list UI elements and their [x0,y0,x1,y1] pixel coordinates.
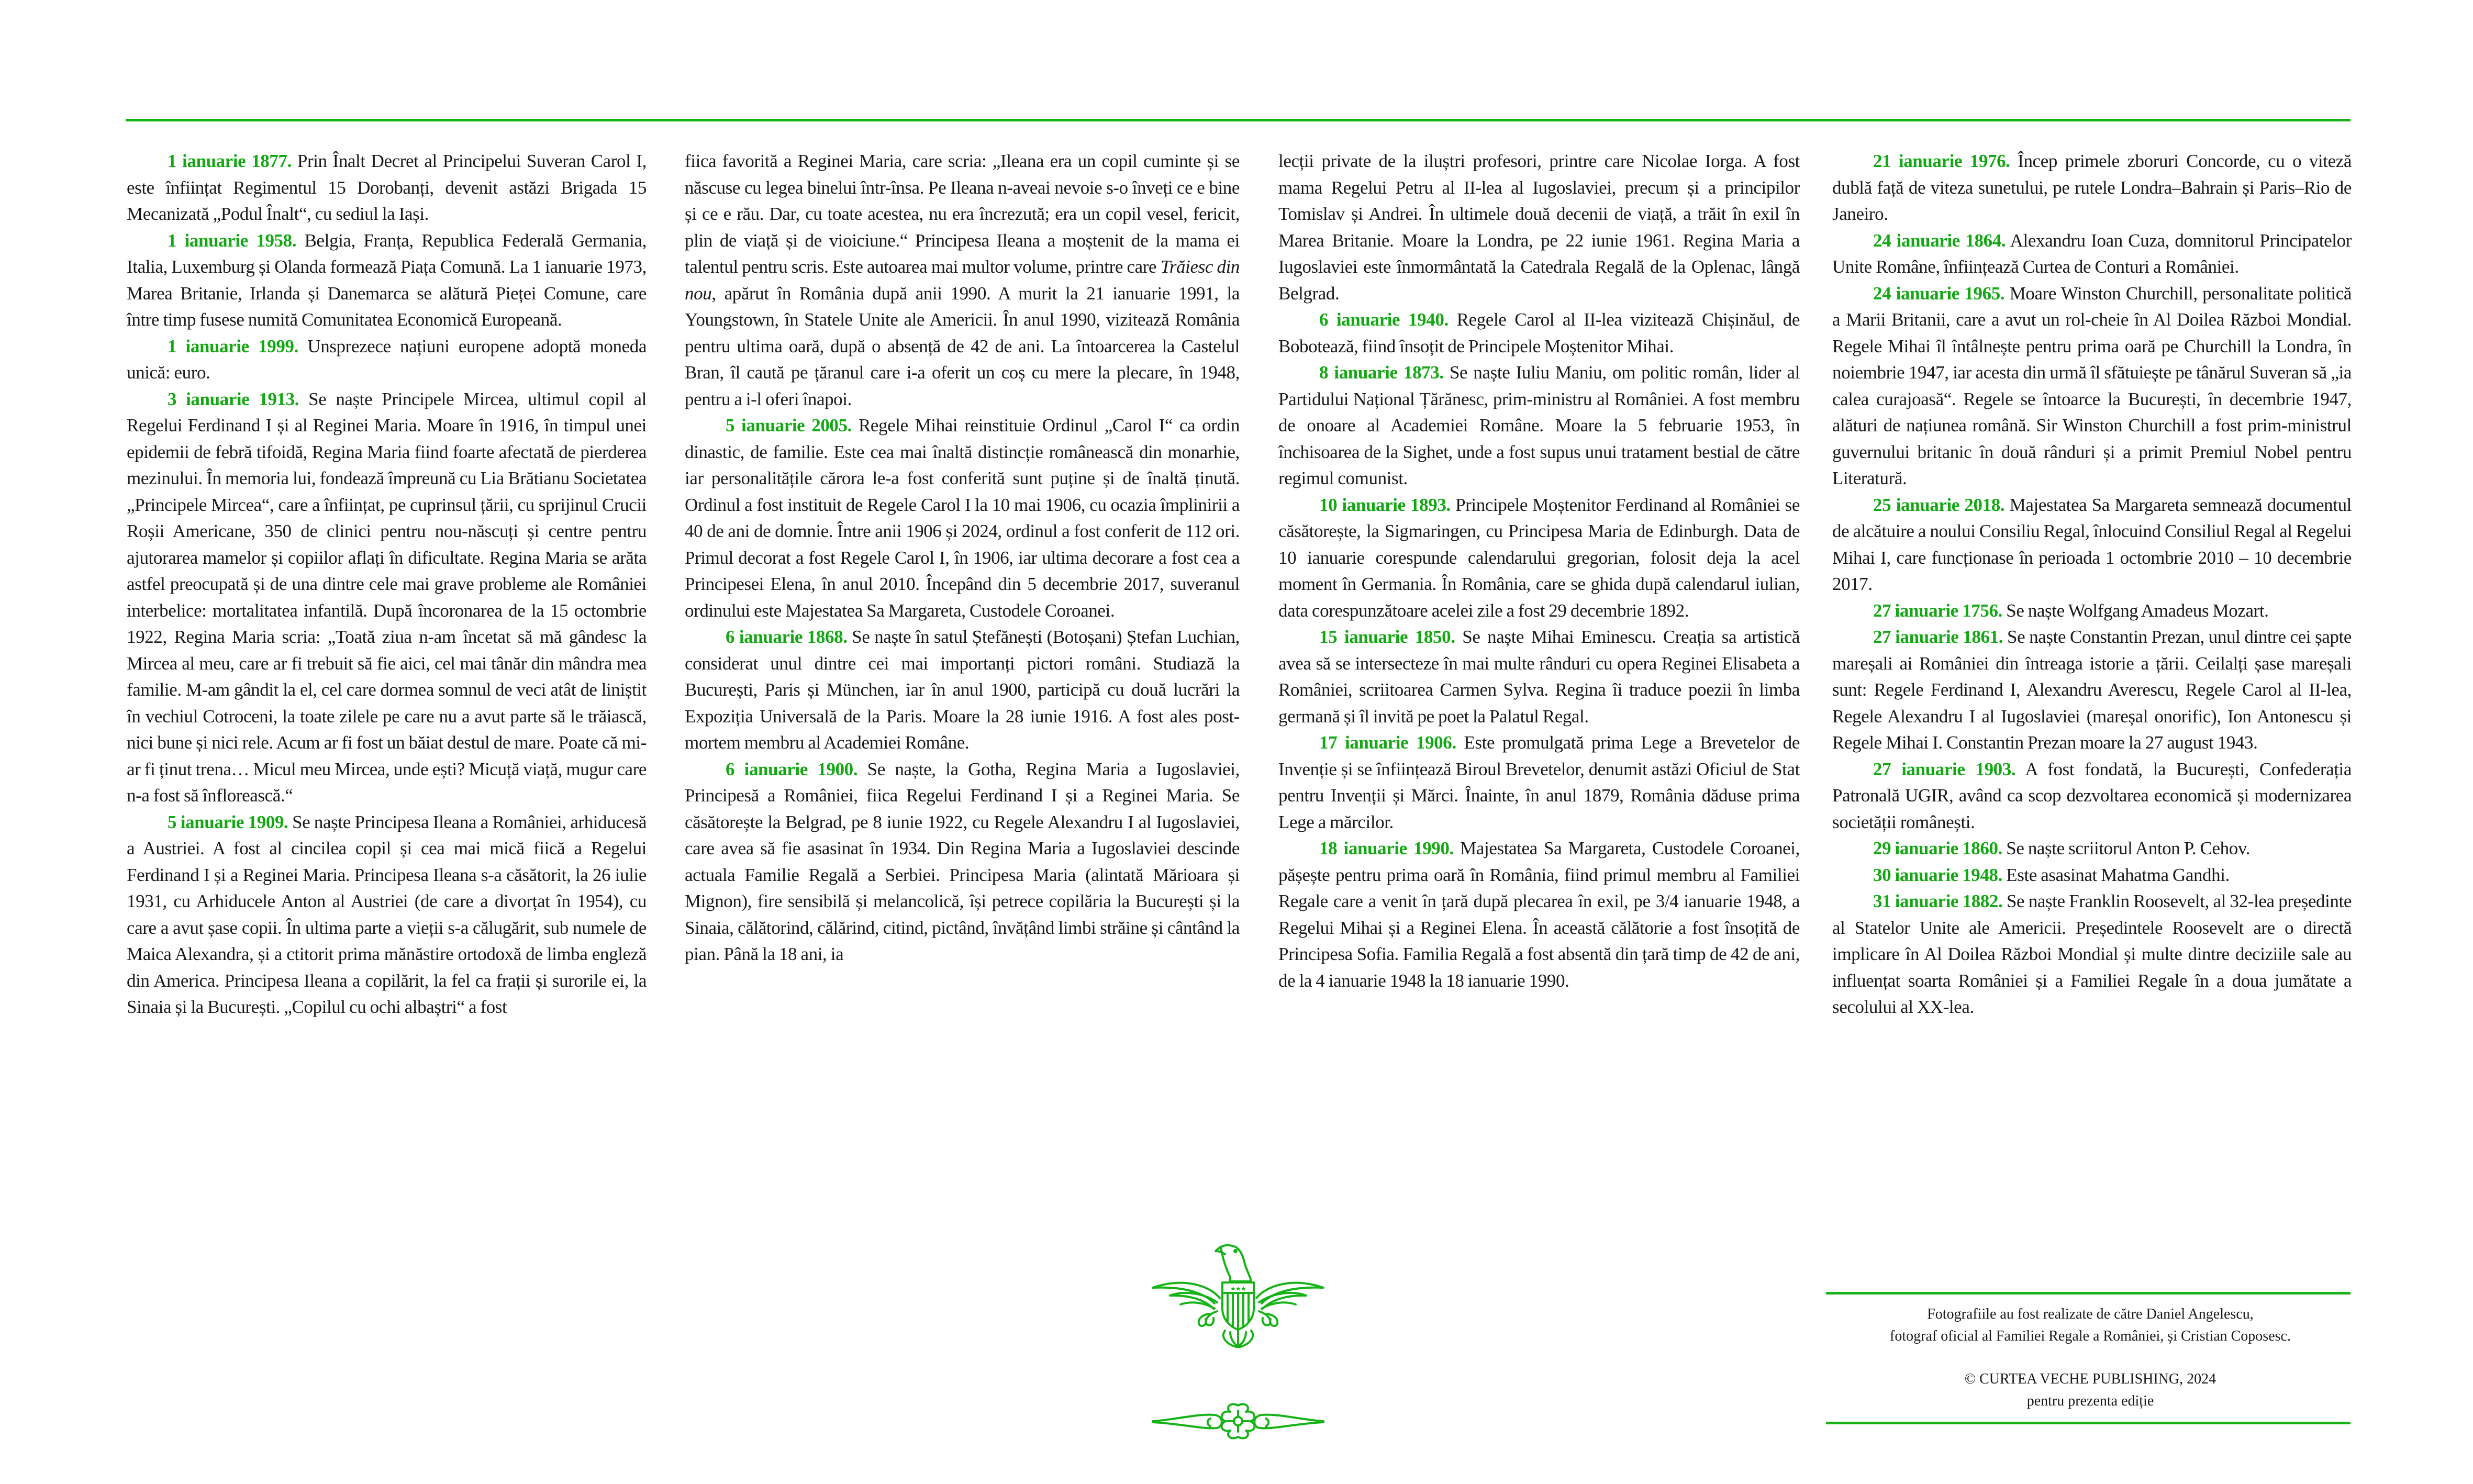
entry [1832,281,2352,492]
entry-text: Regele Mihai reinstituie Ordinul „Carol I“ ca ordin dinastic, de familie. Este cea mai înaltă distincție românească din monarhie, iar personalitățile cărora le-a fost conferită sunt puține și de înaltă ținută. Ordinul a fost instituit de Regele Carol I la 10 mai 1906, cu ocazia împlinirii a 40 de ani de domnie. Între anii 1906 și 2024, ordinul a fost conferit de 112 ori. Primul decorat a fost Regele Carol I, în 1906, iar ultima decorare a fost cea a Principesei Elena, în anul 2010. Începând din 5 decembrie 2017, suveranul ordinului este Majestatea Sa Margareta, Custodele Coroanei. [685,415,1240,621]
entry-date: 29 ianuarie 1860. [1873,838,2002,858]
book-title: Trăiesc din nou [685,256,1240,304]
credits-block [1826,1303,2355,1412]
entry-date: 21 ianuarie 1976. [1873,151,2010,171]
entry-text: Alexandru Ioan Cuza, domnitorul Principatelor Unite Române, înființează Curtea de Conturi a României. [1832,230,2352,277]
entry [685,624,1240,756]
entry-continuation [685,148,1240,412]
entry-text: Se naște Mihai Eminescu. Creația sa artistică avea să se intersecteze în mai multe rânduri cu opera Reginei Elisabeta a României, scriitoarea Carmen Sylva. Regina îi traduce poezii în limba germană și îl invită pe poet la Palatul Regal. [1278,627,1800,727]
copyright-line: © CURTEA VECHE PUBLISHING, 2024 [1964,1371,2216,1387]
entry [1832,835,2352,862]
entry-text: Moare Winston Churchill, personalitate politică a Marii Britanii, care a avut un rol-cheie în Al Doilea Război Mondial. Regele Mihai îl întâlnește pentru prima oară pe Churchill la Londra, în noiembrie 1947, iar acesta din urmă îl sfătuiește pe tânărul Suveran să „ia calea curajoasă“. Regele se întoarce la București, în decembrie 1947, alături de națiunea română. Sir Winston Churchill a fost prim-ministrul guvernului britanic în două rânduri și a primit Premiul Nobel pentru Literatură. [1832,283,2352,488]
entry-text: Se naște Wolfgang Amadeus Mozart. [2006,600,2269,621]
entry-date: 31 ianuarie 1882. [1873,891,2003,911]
entry-date: 24 ianuarie 1965. [1873,283,2005,304]
entry [1278,835,1800,994]
entry [685,756,1240,968]
entry [1278,307,1800,360]
entry [127,386,647,809]
entry [1832,862,2352,889]
entry-date: 27 ianuarie 1903. [1873,758,2016,779]
entry-text: Se naște Principele Mircea, ultimul copil al Regelui Ferdinand I și al Reginei Maria. Moare în 1916, în timpul unei epidemii de febră tifoidă, Regina Maria fiind foarte afectată de pierderea mezinului. În memoria lui, fondează împreună cu Lia Brătianu Societatea „Principele Mircea“, care a înființat, pe cuprinsul țării, cu sprijinul Crucii Roșii Americane, 350 de clinici pentru nou-născuți și centre pentru ajutorarea mamelor și copiilor aflați în dificultate. Regina Maria se arăta astfel preocupată și de una dintre cele mai grave probleme ale României interbelice: mortalitatea infantilă. După încoronarea de la 15 octombrie 1922, Regina Maria scria: „Toată ziua n-am încetat să mă gândesc la Mircea al meu, care ar fi trebuit să fie aici, cel mai tânăr din mândra mea familie. M-am gândit la el, cel care dormea somnul de veci atât de liniștit în vechiul Cotroceni, la toate zilele pe care nu a avut parte să le trăiască, nici bune și nici rele. Acum ar fi fost un băiat destul de mare. Poate că mi-ar fi ținut trena… Micul meu Mircea, unde ești? Micuță viață, mugur care n-a fost să înflorească.“ [127,388,647,806]
entry-text: Este asasinat Mahatma Gandhi. [2006,864,2230,885]
entry [1278,624,1800,730]
entry-text: Este promulgată prima Lege a Brevetelor de Invenție și se înființează Biroul Brevetelor, denumit astăzi Oficiul de Stat pentru Invenții și Mărci. Înainte, în anul 1879, România dăduse prima Lege a mărcilor. [1278,732,1800,832]
entry-date: 18 ianuarie 1990. [1319,838,1454,858]
entry-date: 1 ianuarie 1999. [168,336,298,356]
entry [1278,492,1800,624]
entry-text: Se naște Constantin Prezan, unul dintre cei șapte mareșali ai României din întreaga istorie a țării. Ceilalți șase mareșali sunt: Regele Ferdinand I, Alexandru Averescu, Regele Carol al II-lea, Regele Alexandru I al Iugoslaviei (mareșal onorific), Ion Antonescu și Regele Mihai I. Constantin Prezan moare la 27 august 1943. [1832,627,2352,753]
entry [1832,624,2352,756]
entry [127,809,647,1021]
entry-date: 3 ianuarie 1913. [168,388,299,409]
column-4 [1832,148,2352,1021]
credits-bottom-rule [1826,1422,2351,1424]
continuation-text: , apărut în România după anii 1990. A murit la 21 ianuarie 1991, la Youngstown, în Statele Unite ale Americii. În anul 1990, vizitează România pentru ultima oară, după o absență de 42 de ani. La întoarcerea la Castelul Bran, îl caută pe țăranul care i-a oferit un coș cu mere la plecare, în 1948, pentru a i-l oferi înapoi. [685,283,1240,409]
edition-line: pentru prezenta ediție [2026,1393,2154,1409]
entry [127,333,647,386]
continuation-text: lecții private de la iluștri profesori, printre care Nicolae Iorga. A fost mama Regelui Petru al II-lea al Iugoslaviei, precum și a principilor Tomislav și Andrei. În ultimele două decenii de viață, a trăit în exil în Marea Britanie. Moare la Londra, pe 22 iunie 1961. Regina Maria a Iugoslaviei este înmormântată la Catedrala Regală de la Oplenac, lângă Belgrad. [1278,151,1800,304]
entry-date: 6 ianuarie 1868. [726,627,848,647]
entry [127,228,647,333]
entry-text: Se naște Franklin Roosevelt, al 32-lea președinte al Statelor Unite ale Americii. Președintele Roosevelt are o directă implicare în Al Doilea Război Mondial și multe dintre deciziile sale au influențat soarta României și a Familiei Regale în a doua jumătate a secolului al XX-lea. [1832,891,2352,1017]
photo-credit-line: Fotografiile au fost realizate de către Daniel Angelescu, [1927,1306,2254,1322]
svg-text:★: ★ [1230,1285,1236,1292]
entry-text: Belgia, Franța, Republica Federală Germania, Italia, Luxemburg și Olanda formează Piața Comună. La 1 ianuarie 1973, Marea Britanie, Irlanda și Danemarca se alătură Pieței Comune, care între timp fusese numită Comunitatea Economică Europeană. [127,230,647,330]
entry-date: 5 ianuarie 2005. [726,415,852,436]
entry [1832,756,2352,836]
entry-date: 1 ianuarie 1877. [168,151,292,171]
entry-date: 1 ianuarie 1958. [168,230,297,251]
credits-top-rule [1826,1292,2351,1295]
column-2 [685,148,1240,968]
entry-date: 6 ianuarie 1940. [1319,309,1449,330]
top-rule [126,119,2351,121]
entry-date: 10 ianuarie 1893. [1319,494,1451,515]
entry-date: 27 ianuarie 1861. [1873,627,2003,647]
entry-date: 27 ianuarie 1756. [1873,600,2002,621]
entry-date: 6 ianuarie 1900. [726,758,858,779]
entry-text: Principele Moștenitor Ferdinand al României se căsătorește, la Sigmaringen, cu Principesa Maria de Edinburgh. Data de 10 ianuarie corespunde calendarului gregorian, folosit deja la acel moment în Germania. În România, care se ghida după calendarul iulian, data corespunzătoare acelei zile a fost 29 decembrie 1892. [1278,494,1800,621]
entry-text: Se naște scriitorul Anton P. Cehov. [2006,838,2251,858]
entry-date: 5 ianuarie 1909. [168,811,288,832]
eagle-crest-icon [1152,1241,1324,1348]
floral-divider-icon [1152,1400,1324,1442]
entry [685,412,1240,624]
entry-text: Majestatea Sa Margareta semnează documentul de alcătuire a noului Consiliu Regal, înlocuind Consiliul Regal al Regelui Mihai I, care funcționase în perioada 1 octombrie 2010 – 10 decembrie 2017. [1832,494,2352,594]
entry [1832,492,2352,598]
entry-text: Majestatea Sa Margareta, Custodele Coroanei, pășește pentru prima oară în România, fiind primul membru al Familiei Regale care a venit în țară după plecarea în exil, pe 3/4 ianuarie 1948, a Regelui Mihai și a Reginei Elena. În această călătorie a fost însoțită de Principesa Sofia. Familia Regală a fost absentă din țară timp de 42 de ani, de la 4 ianuarie 1948 la 18 ianuarie 1990. [1278,838,1800,991]
entry-date: 30 ianuarie 1948. [1873,864,2002,885]
entry-text: Prin Înalt Decret al Principelui Suveran Carol I, este înființat Regimentul 15 Dorobanți, devenit astăzi Brigada 15 Mecanizată „Podul Înalt“, cu sediul la Iași. [127,151,647,224]
entry [1278,360,1800,492]
entry [1832,888,2352,1021]
entry-date: 24 ianuarie 1864. [1873,230,2006,251]
entry [1832,228,2352,281]
entry-text: Se naște, la Gotha, Regina Maria a Iugoslaviei, Principesă a României, fiica Regelui Ferdinand I și a Reginei Maria. Se căsătorește la Belgrad, pe 8 iunie 1922, cu Regele Alexandru I al Iugoslaviei, care avea să fie asasinat în 1934. Din Regina Maria a Iugoslaviei descinde actuala Familie Regală a Serbiei. Principesa Maria (alintată Mărioara și Mignon), fire sensibilă și melancolică, își petrece copilăria la București și la Sinaia, călătorind, călărind, citind, pictând, învățând limbi străine și cântând la pian. Până la 18 ani, ia [685,758,1240,964]
entry-text: Unsprezece națiuni europene adoptă moneda unică: euro. [127,336,647,383]
svg-text:★: ★ [1235,1285,1241,1292]
entry-text: Încep primele zboruri Concorde, cu o viteză dublă față de viteza sunetului, pe rutele Londra–Bahrain și Paris–Rio de Janeiro. [1832,151,2352,224]
entry [1278,730,1800,835]
continuation-text: fiica favorită a Reginei Maria, care scria: „Ileana era un copil cuminte și se născuse cu legea binelui într-însa. Pe Ileana n-aveai nevoie s-o înveți ce e bine și ce e rău. Dar, cu toate acestea, nu era încrezută; era un copil vesel, fericit, plin de viață și de vioiciune.“ Principesa Ileana a moștenit de la mama ei talentul pentru scris. Este autoarea mai multor volume, printre care [685,151,1240,277]
entry-text: A fost fondată, la București, Confederația Patronală UGIR, având ca scop dezvoltarea economică și modernizarea societății românești. [1832,758,2352,832]
entry-date: 8 ianuarie 1873. [1319,362,1444,383]
entry-date: 17 ianuarie 1906. [1319,732,1456,753]
entry [1832,148,2352,228]
entry [1832,598,2352,624]
photo-credit-line: fotograf oficial al Familiei Regale a României, și Cristian Coposesc. [1890,1328,2291,1344]
entry-text: Se naște Iuliu Maniu, om politic român, lider al Partidului Național Țărănesc, prim-ministru al României. A fost membru de onoare al Academiei Române. Moare la 5 februarie 1953, în închisoarea de la Sighet, unde a fost supus unui tratament bestial de către regimul comunist. [1278,362,1800,488]
svg-text:★: ★ [1241,1285,1246,1292]
entry-continuation [1278,148,1800,307]
entry-date: 15 ianuarie 1850. [1319,627,1455,647]
column-1 [127,148,647,1021]
column-3 [1278,148,1800,994]
entry-text: Se naște Principesa Ileana a României, arhiducesă a Austriei. A fost al cincilea copil și cea mai mică fiică a Regelui Ferdinand I și a Reginei Maria. Principesa Ileana s-a căsătorit, la 26 iulie 1931, cu Arhiducele Anton al Austriei (de care a divorțat în 1954), cu care a avut șase copii. În ultima parte a vieții s-a călugărit, sub numele de Maica Alexandra, și a ctitorit prima mănăstire ortodoxă de limba engleză din America. Principesa Ileana a copilărit, la fel ca frații și surorile ei, la Sinaia și la București. „Copilul cu ochi albaștri“ a fost [127,811,647,1017]
entry [127,148,647,228]
entry-text: Se naște în satul Ștefănești (Botoșani) Ștefan Luchian, considerat unul dintre cei mai importanți pictori români. Studiază la București, Paris și München, iar în anul 1900, participă cu două lucrări la Expoziția Universală de la Paris. Moare la 28 iunie 1916. A fost ales post-mortem membru al Academiei Române. [685,627,1240,753]
entry-date: 25 ianuarie 2018. [1873,494,2005,515]
entry-text: Regele Carol al II-lea vizitează Chișinăul, de Bobotează, fiind însoțit de Principele Moștenitor Mihai. [1278,309,1800,356]
